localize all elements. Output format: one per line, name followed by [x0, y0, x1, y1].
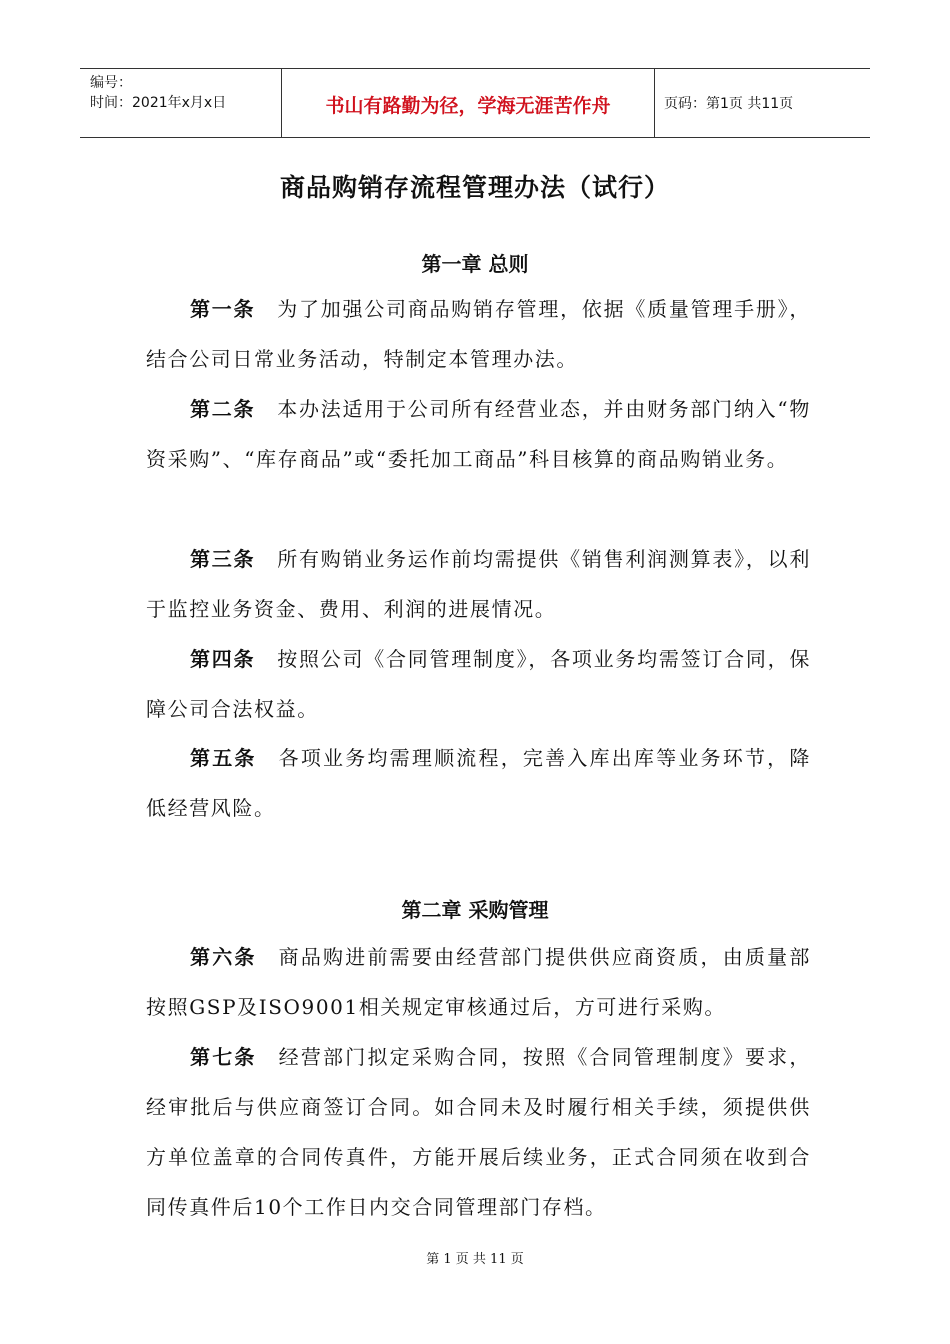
document-title: 商品购销存流程管理办法（试行）	[279, 173, 670, 202]
article-1	[146, 284, 811, 384]
article-label: 第二条	[190, 397, 256, 421]
article-label: 第一条	[190, 297, 256, 321]
header-motto: 书山有路勤为径，学海无涯苦作舟	[325, 95, 611, 117]
page-footer: 第 1 页 共 11 页	[426, 1252, 524, 1267]
article-text: 所有购销业务运作前均需提供《销售利润测算表》，以利于监控业务资金、费用、利润的进展情况。	[146, 547, 811, 621]
article-6	[146, 932, 811, 1032]
page-header	[80, 68, 870, 138]
article-4	[146, 634, 811, 734]
article-text: 本办法适用于公司所有经营业态，并由财务部门纳入“物资采购”、“库存商品”或“委托加工商品”科目核算的商品购销业务。	[146, 397, 811, 471]
article-text: 经营部门拟定采购合同，按照《合同管理制度》要求，经审批后与供应商签订合同。如合同未及时履行相关手续，须提供供方单位盖章的合同传真件，方能开展后续业务，正式合同须在收到合同传真件后10个工作日内交合同管理部门存档。	[146, 1045, 811, 1219]
article-label: 第六条	[190, 945, 257, 969]
chapter-heading-1: 第一章 总则	[421, 252, 529, 276]
article-label: 第四条	[190, 647, 256, 671]
article-label: 第三条	[190, 547, 256, 571]
article-5	[146, 733, 811, 833]
article-text: 商品购进前需要由经营部门提供供应商资质，由质量部按照GSP及ISO9001相关规定审核通过后，方可进行采购。	[146, 945, 811, 1019]
article-3	[146, 534, 811, 634]
article-7	[146, 1032, 811, 1232]
header-motto-cell	[281, 69, 655, 137]
article-2	[146, 384, 811, 484]
header-page-number: 页码：第1页 共11页	[664, 96, 794, 112]
document-date: 时间：2021年x月x日	[90, 95, 227, 111]
article-label: 第五条	[190, 746, 257, 770]
article-label: 第七条	[190, 1045, 257, 1069]
header-meta	[90, 73, 280, 113]
chapter-heading-2: 第二章 采购管理	[401, 898, 549, 922]
article-text: 按照公司《合同管理制度》，各项业务均需签订合同，保障公司合法权益。	[146, 647, 811, 721]
article-text: 为了加强公司商品购销存管理，依据《质量管理手册》，结合公司日常业务活动，特制定本管理办法。	[146, 297, 811, 371]
article-text: 各项业务均需理顺流程，完善入库出库等业务环节，降低经营风险。	[146, 746, 811, 820]
document-number: 编号：	[90, 75, 132, 91]
